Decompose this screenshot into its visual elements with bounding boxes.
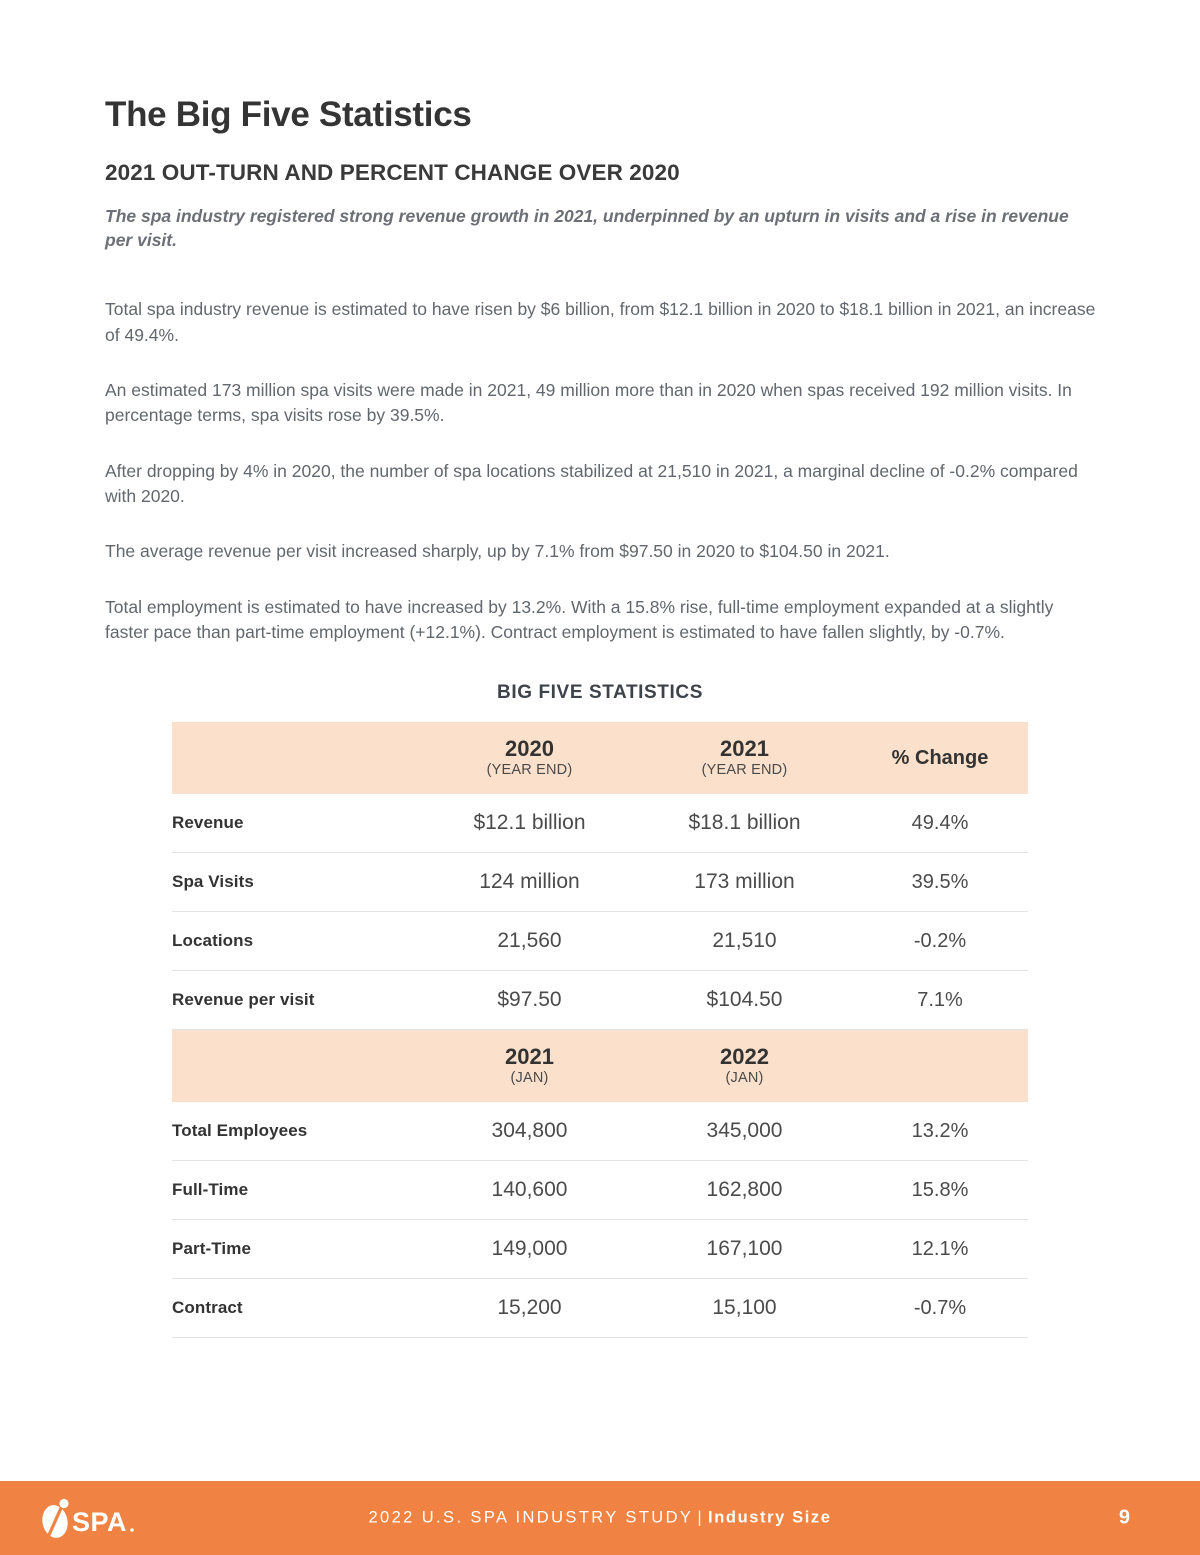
row-value-2020: $12.1 billion	[422, 794, 637, 853]
row-value-2021: 21,510	[637, 912, 852, 971]
header2-empty-cell	[172, 1030, 422, 1103]
footer-study-title: 2022 U.S. SPA INDUSTRY STUDY	[368, 1508, 694, 1527]
row-value-2020: 21,560	[422, 912, 637, 971]
lede-paragraph: The spa industry registered strong revenue growth in 2021, underpinned by an upturn in visits and a rise in revenue per visit.	[105, 205, 1069, 251]
row-value-2022jan: 345,000	[637, 1102, 852, 1161]
table-row	[172, 1102, 1028, 1161]
page-number: 9	[1118, 1506, 1130, 1529]
row-label: Locations	[172, 912, 422, 971]
row-value-2021: $104.50	[637, 971, 852, 1030]
table-row	[172, 912, 1028, 971]
header-col-2021-year: 2021	[720, 736, 769, 762]
table-row	[172, 971, 1028, 1030]
row-label: Spa Visits	[172, 853, 422, 912]
row-value-2022jan: 162,800	[637, 1161, 852, 1220]
table-title: BIG FIVE STATISTICS	[497, 682, 703, 703]
row-value-2021jan: 304,800	[422, 1102, 637, 1161]
header2-col-2021	[422, 1030, 637, 1103]
row-value-2021jan: 149,000	[422, 1220, 637, 1279]
row-pct-change: 12.1%	[852, 1220, 1028, 1279]
footer-separator: |	[697, 1508, 705, 1527]
header2-col-2022-year: 2022	[720, 1044, 769, 1070]
header-col-pct-change-label: % Change	[891, 746, 989, 769]
row-value-2021jan: 15,200	[422, 1279, 637, 1338]
row-value-2020: 124 million	[422, 853, 637, 912]
logo-trademark-dot-icon	[130, 1528, 134, 1532]
footer-inner	[0, 1481, 1200, 1555]
row-value-2022jan: 15,100	[637, 1279, 852, 1338]
row-pct-change: -0.2%	[852, 912, 1028, 971]
row-label: Contract	[172, 1279, 422, 1338]
body-paragraph-3: After dropping by 4% in 2020, the number of spa locations stabilized at 21,510 in 2021, a marginal decline of -0.2% compared with 2020.	[105, 460, 1078, 507]
header2-col-2021-year: 2021	[505, 1044, 554, 1070]
row-pct-change: 39.5%	[852, 853, 1028, 912]
body-paragraph-1: Total spa industry revenue is estimated to have risen by $6 billion, from $12.1 billion in 2020 to $18.1 billion in 2021, an increase of 49.4%.	[105, 299, 1096, 345]
header-col-2021	[637, 722, 852, 794]
logo-dot-icon	[59, 1499, 68, 1508]
header2-col-empty	[852, 1030, 1028, 1103]
article-content	[105, 0, 1095, 646]
big-five-statistics-table	[172, 722, 1028, 1338]
table-row	[172, 1161, 1028, 1220]
table-row	[172, 1220, 1028, 1279]
header-col-pct-change	[852, 722, 1028, 794]
section-subheading: 2021 OUT-TURN AND PERCENT CHANGE OVER 2020	[105, 159, 680, 185]
row-label: Total Employees	[172, 1102, 422, 1161]
footer-caption	[0, 1506, 1200, 1529]
header-col-2020-year: 2020	[505, 736, 554, 762]
page-title: The Big Five Statistics	[105, 95, 472, 134]
row-value-2022jan: 167,100	[637, 1220, 852, 1279]
row-pct-change: 49.4%	[852, 794, 1028, 853]
row-value-2020: $97.50	[422, 971, 637, 1030]
row-label: Revenue per visit	[172, 971, 422, 1030]
header-col-2020	[422, 722, 637, 794]
table-header-band-jan	[172, 1030, 1028, 1103]
header-empty-cell	[172, 722, 422, 794]
row-label: Full-Time	[172, 1161, 422, 1220]
row-pct-change: 13.2%	[852, 1102, 1028, 1161]
footer-section-name: Industry Size	[708, 1508, 832, 1527]
body-paragraph-4: The average revenue per visit increased sharply, up by 7.1% from $97.50 in 2020 to $104.50 in 2021.	[105, 541, 890, 562]
header2-col-2022-sub: (JAN)	[725, 1069, 764, 1086]
body-paragraph-5: Total employment is estimated to have increased by 13.2%. With a 15.8% rise, full-time employment expanded at a slightly faster pace than part-time employment (+12.1%). Contract employment is estimated to have fallen slightly, by -0.7%.	[105, 596, 1054, 643]
row-value-2021jan: 140,600	[422, 1161, 637, 1220]
logo-wordmark: SPA	[72, 1507, 128, 1537]
body-paragraph-2: An estimated 173 million spa visits were made in 2021, 49 million more than in 2020 when spas received 192 million visits. In percentage terms, spa visits rose by 39.5%.	[105, 379, 1072, 426]
big-five-table-container	[172, 682, 1028, 1338]
row-pct-change: 7.1%	[852, 971, 1028, 1030]
table-header-band-year-end	[172, 722, 1028, 794]
table-row	[172, 794, 1028, 853]
header2-col-2021-sub: (JAN)	[510, 1069, 549, 1086]
row-pct-change: 15.8%	[852, 1161, 1028, 1220]
row-label: Part-Time	[172, 1220, 422, 1279]
page-footer	[0, 1481, 1200, 1555]
table-row	[172, 1279, 1028, 1338]
row-pct-change: -0.7%	[852, 1279, 1028, 1338]
header2-col-2022	[637, 1030, 852, 1103]
header-col-2021-sub: (YEAR END)	[701, 761, 788, 778]
row-label: Revenue	[172, 794, 422, 853]
row-value-2021: 173 million	[637, 853, 852, 912]
table-row	[172, 853, 1028, 912]
header-col-2020-sub: (YEAR END)	[486, 761, 573, 778]
row-value-2021: $18.1 billion	[637, 794, 852, 853]
